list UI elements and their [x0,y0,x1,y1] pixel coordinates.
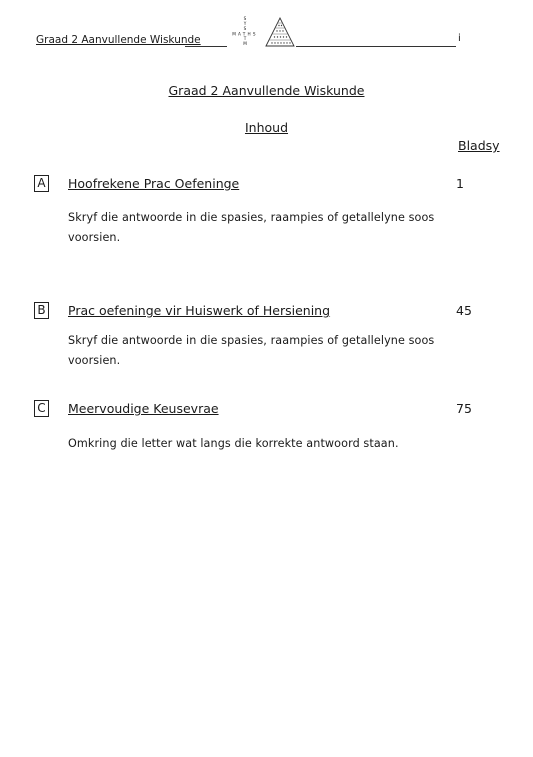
section-description: Skryf die antwoorde in die spasies, raampies of getallelyne soos voorsien. [68,211,435,244]
contents-heading: Inhoud [244,120,289,135]
section-letter-box: A [34,175,49,192]
section-letter-box: B [34,302,49,319]
section-page-number: 1 [456,176,464,191]
section-page-number: 45 [456,303,472,318]
section-title-link[interactable]: Meervoudige Keusevrae [68,401,219,416]
svg-text:S: S [243,16,247,21]
document-title: Graad 2 Aanvullende Wiskunde [168,83,365,98]
section-description: Omkring die letter wat langs die korrekte antwoord staan. [68,437,399,450]
svg-text:M: M [243,41,247,46]
svg-text:S: S [243,26,247,31]
svg-text:T: T [243,36,247,41]
svg-text:MATHS: MATHS [232,31,258,37]
header-page-number: i [458,33,461,44]
section-letter-box: C [34,400,49,417]
section-title-link[interactable]: Prac oefeninge vir Huiswerk of Hersiening [68,303,331,318]
section-description: Skryf die antwoorde in die spasies, raampies of getallelyne soos voorsien. [68,334,435,367]
page-column-heading: Bladsy [458,138,500,153]
header-rule-left [185,46,227,47]
maths-pyramid-logo-icon [228,14,298,48]
svg-text:Y: Y [243,21,247,26]
section-page-number: 75 [456,401,472,416]
section-title-link[interactable]: Hoofrekene Prac Oefeninge [68,176,240,191]
running-header-title: Graad 2 Aanvullende Wiskunde [36,34,201,46]
header-rule-right [296,46,456,47]
